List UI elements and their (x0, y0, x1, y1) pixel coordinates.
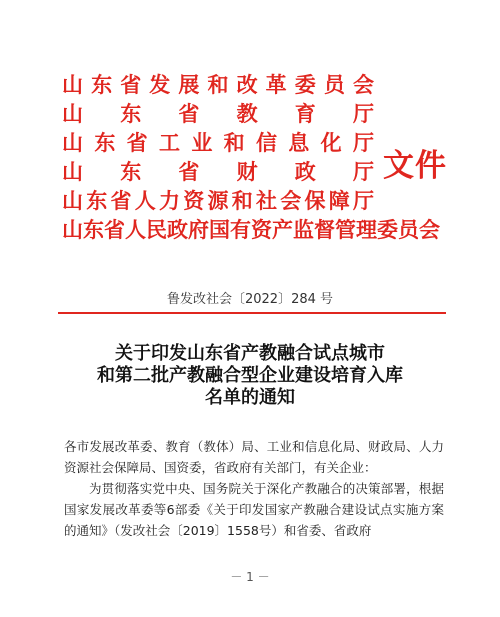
issuer-char: 改 (236, 72, 258, 97)
issuer-char: 东 (86, 188, 108, 213)
issuer-char: 东 (91, 72, 113, 97)
issuer-char: 省 (178, 159, 200, 184)
issuer-char: 府 (188, 217, 209, 242)
issuer-line-4 (62, 157, 374, 186)
issuer-char: 员 (398, 217, 419, 242)
title-line-2: 和第二批产教融合型企业建设培育入库 (97, 365, 403, 386)
issuer-char: 资 (251, 217, 272, 242)
issuer-char: 革 (265, 72, 287, 97)
issuer-char: 和 (223, 130, 245, 155)
issuer-char: 山 (62, 101, 83, 126)
page-number: － 1 － (230, 570, 270, 584)
issuer-char: 政 (294, 159, 316, 184)
issuer-char: 东 (120, 101, 142, 126)
issuer-char: 省 (120, 72, 142, 97)
issuer-char: 力 (159, 188, 180, 213)
issuer-char: 发 (149, 72, 171, 97)
issuer-char: 督 (314, 217, 335, 242)
issuer-char: 厅 (353, 188, 374, 213)
issuer-char: 工 (158, 130, 180, 155)
document-body (64, 436, 444, 541)
document-number: 鲁发改社会〔2022〕284 号 (166, 292, 334, 307)
title-line-1: 关于印发山东省产教融合试点城市 (115, 343, 385, 364)
issuer-char: 国 (209, 217, 230, 242)
issuer-char: 会 (280, 188, 302, 213)
issuer-char: 省 (104, 217, 125, 242)
issuer-char: 会 (419, 217, 440, 242)
issuer-char: 山 (62, 130, 83, 155)
issuer-char: 展 (178, 72, 200, 97)
issuer-char: 政 (167, 217, 188, 242)
issuer-char: 社 (256, 188, 277, 213)
issuer-char: 资 (183, 188, 205, 213)
issuer-char: 东 (94, 130, 116, 155)
issuer-char: 障 (328, 188, 350, 213)
issuer-char: 厅 (352, 130, 374, 155)
issuer-char: 信 (255, 130, 277, 155)
document-title (0, 343, 500, 409)
issuer-char: 监 (293, 217, 314, 242)
issuer-line-6 (62, 215, 440, 244)
issuer-char: 山 (62, 72, 83, 97)
document-word: 文件 (383, 148, 447, 184)
issuer-char: 源 (207, 188, 229, 213)
title-line-3: 名单的通知 (205, 387, 295, 408)
issuer-char: 管 (335, 217, 356, 242)
issuer-char: 厅 (352, 101, 374, 126)
issuer-char: 保 (304, 188, 326, 213)
issuer-char: 化 (320, 130, 342, 155)
body-paragraph: 为贯彻落实党中央、国务院关于深化产教融合的决策部署，根据国家发展改革委等6部委《关于印发国家产教融合建设试点实施方案的通知》（发改社会〔2019〕1558号）和省委、省政府 (64, 481, 444, 538)
issuer-char: 委 (377, 217, 398, 242)
issuer-char: 山 (62, 188, 83, 213)
issuer-char: 省 (178, 101, 200, 126)
issuer-char: 人 (134, 188, 156, 213)
issuer-char: 人 (125, 217, 146, 242)
issuer-line-5 (62, 186, 374, 215)
issuer-char: 东 (120, 159, 142, 184)
issuer-char: 会 (352, 72, 374, 97)
issuer-char: 东 (83, 217, 104, 242)
issuer-char: 产 (272, 217, 293, 242)
issuer-char: 和 (207, 72, 229, 97)
issuer-char: 业 (191, 130, 213, 155)
issuer-char: 和 (231, 188, 253, 213)
issuer-char: 育 (294, 101, 316, 126)
issuer-line-2 (62, 99, 374, 128)
issuer-char: 民 (146, 217, 167, 242)
issuer-line-3 (62, 128, 374, 157)
issuer-char: 山 (62, 159, 83, 184)
issuer-char: 员 (323, 72, 345, 97)
issuer-line-1 (62, 70, 374, 99)
issuer-char: 省 (126, 130, 148, 155)
issuer-char: 山 (62, 217, 83, 242)
issuer-char: 有 (230, 217, 251, 242)
issuer-char: 教 (236, 101, 258, 126)
issuer-char: 财 (236, 159, 258, 184)
issuer-char: 理 (356, 217, 377, 242)
red-divider-line (58, 312, 446, 314)
addressee-paragraph: 各市发展改革委、教育（教体）局、工业和信息化局、财政局、人力资源社会保障局、国资委，省政府有关部门，有关企业： (64, 439, 444, 475)
issuer-char: 委 (294, 72, 316, 97)
issuer-char: 省 (110, 188, 132, 213)
issuer-char: 息 (288, 130, 310, 155)
issuer-char: 厅 (352, 159, 374, 184)
